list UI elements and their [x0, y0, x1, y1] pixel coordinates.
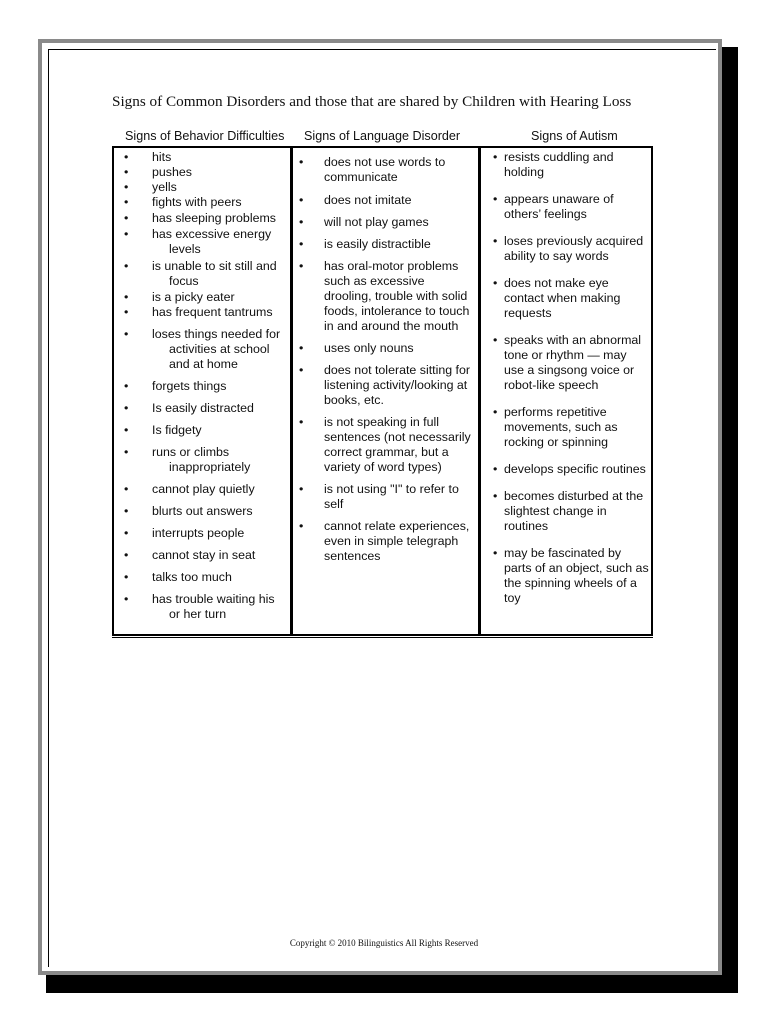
list-item: • does not use words to communicate — [299, 155, 446, 184]
list-item: • may be fascinated by parts of an object, such as the spinning wheels of a toy — [493, 546, 649, 605]
list-item: • forgets things — [124, 379, 227, 393]
list-item: • resists cuddling and holding — [493, 150, 614, 179]
list-item: • talks too much — [124, 570, 232, 584]
list-item: • pushes — [124, 165, 192, 179]
list-item: • blurts out answers — [124, 504, 253, 518]
document-title: Signs of Common Disorders and those that are shared by Children with Hearing Loss — [112, 93, 632, 110]
list-item: • cannot stay in seat — [124, 548, 256, 562]
list-item: • does not imitate — [299, 193, 412, 207]
list-item: • cannot play quietly — [124, 482, 255, 496]
list-item: • uses only nouns — [299, 341, 414, 355]
list-item: • will not play games — [299, 215, 429, 229]
list-item: • does not make eye contact when making requests — [493, 276, 621, 320]
table-bottom-rule — [112, 637, 653, 638]
list-item: • has oral-motor problems such as excessive drooling, trouble with solid foods, intolerance to touch in and around the mouth — [299, 259, 470, 333]
list-item: • is unable to sit still and focus — [124, 259, 277, 288]
list-item: • does not tolerate sitting for listening activity/looking at books, etc. — [299, 363, 471, 407]
list-item: • loses previously acquired ability to say words — [493, 234, 644, 263]
column-header-autism: Signs of Autism — [531, 129, 618, 143]
list-item: • interrupts people — [124, 526, 245, 540]
list-item: • is not using "I" to refer to self — [299, 482, 459, 511]
list-item: • fights with peers — [124, 195, 242, 209]
table-divider-2 — [478, 146, 481, 635]
list-item: • hits — [124, 150, 172, 164]
list-item: • loses things needed for activities at school and at home — [124, 327, 281, 371]
list-item: • develops specific routines — [493, 462, 646, 476]
list-item: • is easily distractible — [299, 237, 431, 251]
language-list — [293, 155, 475, 564]
list-item: • speaks with an abnormal tone or rhythm — may use a singsong voice or robot-like speech — [493, 333, 642, 392]
behavior-list — [116, 150, 288, 621]
list-item: • runs or climbs inappropriately — [124, 445, 251, 474]
list-item: • has frequent tantrums — [124, 305, 273, 319]
list-item: • has sleeping problems — [124, 211, 276, 225]
list-item: • has trouble waiting his or her turn — [124, 592, 275, 621]
list-item: • has excessive energy levels — [124, 227, 272, 256]
list-item: • becomes disturbed at the slightest change in routines — [493, 489, 644, 533]
autism-list — [491, 150, 649, 606]
list-item: • cannot relate experiences, even in simple telegraph sentences — [299, 519, 470, 563]
column-header-behavior: Signs of Behavior Difficulties — [125, 129, 285, 143]
copyright-footer: Copyright © 2010 Bilinguistics All Rights Reserved — [289, 938, 479, 948]
list-item: • is not speaking in full sentences (not necessarily correct grammar, but a variety of word types) — [299, 415, 471, 474]
list-item: • yells — [124, 180, 177, 194]
list-item: • appears unaware of others’ feelings — [493, 192, 614, 221]
column-header-language: Signs of Language Disorder — [304, 129, 461, 143]
list-item: • Is fidgety — [124, 423, 202, 437]
list-item: • Is easily distracted — [124, 401, 254, 415]
list-item: • is a picky eater — [124, 290, 235, 304]
list-item: • performs repetitive movements, such as rocking or spinning — [493, 405, 618, 449]
